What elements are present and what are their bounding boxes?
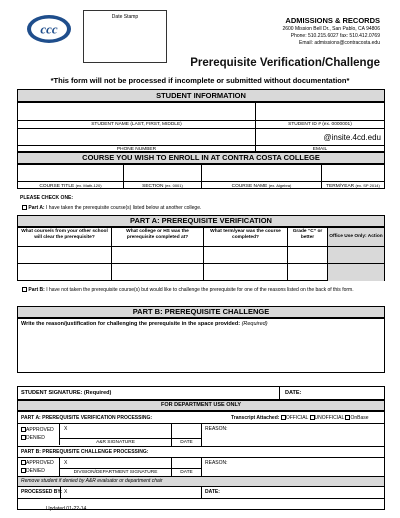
transcript-label: Transcript Attached: xyxy=(231,415,280,421)
student-info-heading: STUDENT INFORMATION xyxy=(17,89,385,102)
div-signature-field[interactable] xyxy=(60,457,172,469)
processed-by-field[interactable] xyxy=(60,486,202,498)
student-name-field[interactable] xyxy=(18,103,256,120)
signature-label: STUDENT SIGNATURE: (Required) xyxy=(21,390,112,396)
part-b-option-bold: Part B: xyxy=(28,287,45,293)
signature-row xyxy=(17,386,385,400)
part-a-heading: PART A: PREREQUISITE VERIFICATION xyxy=(17,215,385,227)
dept-b-approved-label: APPROVED xyxy=(26,460,54,466)
part-b-reason-area[interactable] xyxy=(17,318,385,373)
unofficial-label: UNOFFICIAL xyxy=(314,415,345,421)
part-b-instruction: Write the reason/justification for challenging the prerequisite in the space provided: xyxy=(21,321,241,327)
dept-b-date-label: DATE xyxy=(172,469,202,476)
course-name-field[interactable] xyxy=(202,165,322,181)
dept-part-a-label: PART A: PREREQUISITE VERIFICATION PROCESSING: xyxy=(21,415,153,421)
college-logo xyxy=(26,14,72,44)
part-a-row1-grade[interactable] xyxy=(288,246,328,263)
phone-field[interactable] xyxy=(18,128,256,145)
dept-b-denied-label: DENIED xyxy=(26,468,45,474)
part-b-heading: PART B: PREREQUISITE CHALLENGE xyxy=(17,306,385,318)
dept-b-date-field[interactable] xyxy=(172,457,202,469)
signature-date-label: DATE: xyxy=(285,390,302,396)
dept-heading: FOR DEPARTMENT USE ONLY xyxy=(17,400,385,411)
term-year-field[interactable] xyxy=(322,165,384,181)
processed-by-label: PROCESSED BY: xyxy=(21,489,63,495)
part-b-option[interactable] xyxy=(22,287,382,294)
processed-date-label: DATE: xyxy=(205,489,220,495)
ar-signature-field[interactable] xyxy=(60,423,172,439)
part-a-row1-course[interactable] xyxy=(18,246,112,263)
part-b-required: (Required) xyxy=(241,321,268,327)
dept-a-approved-label: APPROVED xyxy=(26,427,54,433)
dept-a-reason-label: REASON: xyxy=(205,426,228,432)
signature-field[interactable] xyxy=(18,387,280,399)
course-heading: COURSE YOU WISH TO ENROLL IN AT CONTRA COSTA COLLEGE xyxy=(17,152,385,164)
part-a-row2-term[interactable] xyxy=(204,263,288,281)
student-id-field[interactable] xyxy=(256,103,384,120)
updated-label: Updated 01-22-14 xyxy=(46,506,87,512)
part-b-checkbox[interactable] xyxy=(22,287,27,292)
course-name-label: COURSE NAME (ex. Algebra) xyxy=(202,181,322,189)
part-a-row2-grade[interactable] xyxy=(288,263,328,281)
term-year-label: TERM/YEAR (ex. SP 2014) xyxy=(322,181,384,189)
part-a-col-term: What term/year was the course completed? xyxy=(204,228,288,246)
part-a-row1-college[interactable] xyxy=(112,246,204,263)
part-a-col-office: Office Use Only: Action xyxy=(328,228,384,246)
section-field[interactable] xyxy=(124,165,202,181)
dept-a-decision xyxy=(18,423,60,445)
part-a-col-college: What college or HS was the prerequisite completed at? xyxy=(112,228,204,246)
dept-table xyxy=(17,411,385,510)
remove-note: Remove student if denied by A&R evaluator or department chair xyxy=(18,477,384,486)
dept-b-x: X xyxy=(64,460,68,466)
dept-b-decision xyxy=(18,457,60,476)
date-stamp-label: Date Stamp xyxy=(111,14,139,20)
processed-by-x: X xyxy=(64,489,68,495)
dept-a-x: X xyxy=(64,426,68,432)
org-phone: Phone: 510.215.6027 fax: 510.412.0769 xyxy=(290,33,380,39)
section-label: SECTION (ex. 0001) xyxy=(124,181,202,189)
dept-a-date-field[interactable] xyxy=(172,423,202,439)
dept-b-reason-label: REASON: xyxy=(205,460,228,466)
official-label: OFFICIAL xyxy=(285,415,309,421)
part-a-row1-office xyxy=(328,246,384,263)
student-info-table xyxy=(17,102,385,152)
form-notice: *This form will not be processed if incomplete or submitted without documentation* xyxy=(50,76,350,85)
dept-a-denied-label: DENIED xyxy=(26,435,45,441)
student-id-label: STUDENT ID # (ex. 0000001) xyxy=(256,120,384,128)
org-name: ADMISSIONS & RECORDS xyxy=(285,16,380,25)
part-b-option-text: I have not taken the prerequisite course(s) but would like to challenge the prerequisite for one of the reasons listed on the back of this form. xyxy=(46,287,354,293)
part-a-row2-course[interactable] xyxy=(18,263,112,281)
check-one-label: PLEASE CHECK ONE: xyxy=(20,195,74,201)
dept-a-date-label: DATE xyxy=(172,439,202,446)
dept-part-b-label: PART B: PREREQUISITE CHALLENGE PROCESSING: xyxy=(21,449,149,455)
part-a-row1-term[interactable] xyxy=(204,246,288,263)
email-field[interactable] xyxy=(256,128,384,145)
ar-signature-label: A&R SIGNATURE xyxy=(60,439,172,446)
div-signature-label: DIVISION/DEPARTMENT SIGNATURE xyxy=(60,469,172,476)
org-address: 2600 Mission Bell Dr., San Pablo, CA 94806 xyxy=(282,26,380,32)
student-name-label: STUDENT NAME (LAST, FIRST, MIDDLE) xyxy=(18,120,256,128)
part-a-row2-college[interactable] xyxy=(112,263,204,281)
part-a-option-bold: Part A: xyxy=(28,205,45,211)
org-email: Email: admissions@contracosta.edu xyxy=(299,40,380,46)
transcript-attached xyxy=(231,415,369,421)
course-title-field[interactable] xyxy=(18,165,124,181)
part-a-option[interactable] xyxy=(22,205,201,211)
course-table xyxy=(17,164,385,189)
part-a-table xyxy=(17,227,385,281)
part-a-option-text: I have taken the prerequisite course(s) listed below at another college. xyxy=(46,205,202,211)
form-title: Prerequisite Verification/Challenge xyxy=(190,57,380,69)
course-title-label: COURSE TITLE (ex. Math-120) xyxy=(18,181,124,189)
onbase-label: OnBase xyxy=(350,415,369,421)
org-info xyxy=(230,16,380,47)
part-a-col-course: What course/s from your other school will clear the prerequisite? xyxy=(18,228,112,246)
part-a-row2-office xyxy=(328,263,384,281)
part-a-checkbox[interactable] xyxy=(22,205,27,210)
phone-label: PHONE NUMBER xyxy=(18,145,256,152)
part-a-col-grade: Grade “C” or better xyxy=(288,228,328,246)
date-stamp-box xyxy=(83,10,167,63)
email-label: EMAIL xyxy=(256,145,384,152)
email-domain: @insite.4cd.edu xyxy=(323,133,381,142)
logo-text: ccc xyxy=(40,21,58,37)
